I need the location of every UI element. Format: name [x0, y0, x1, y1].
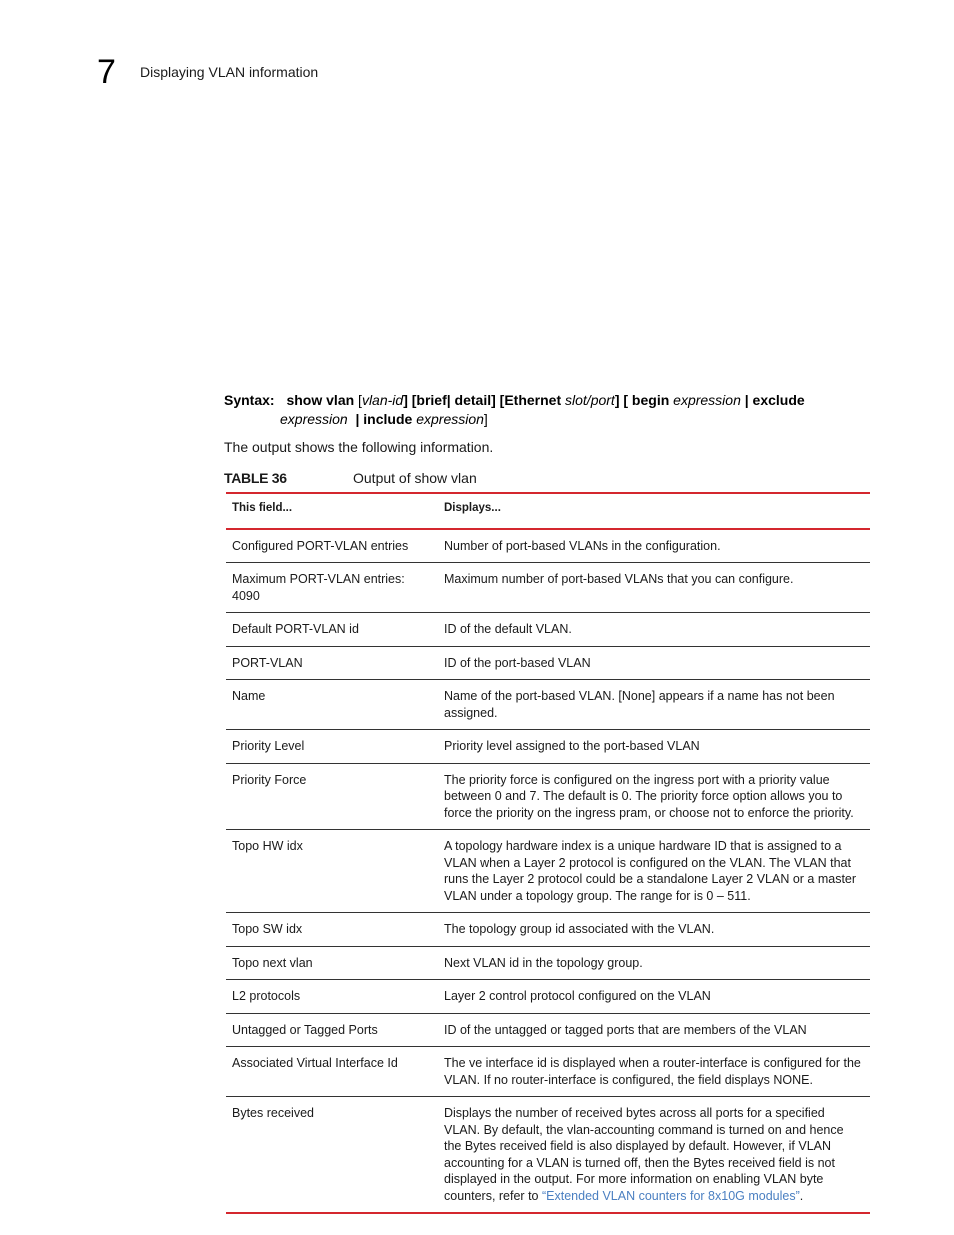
- field-cell: Priority Level: [226, 730, 438, 764]
- field-cell: PORT-VLAN: [226, 646, 438, 680]
- description-cell: [438, 913, 870, 947]
- description-cell: [438, 1047, 870, 1097]
- syntax-arg-expression: expression: [280, 411, 348, 427]
- field-cell: L2 protocols: [226, 980, 438, 1014]
- output-table-container: [226, 492, 870, 1214]
- syntax-arg-vlan-id: vlan-id: [361, 392, 404, 408]
- table-row: [226, 946, 870, 980]
- table-title: Output of show vlan: [353, 470, 477, 486]
- description-text: ID of the default VLAN.: [444, 622, 572, 636]
- table-row: [226, 763, 870, 830]
- description-cell: [438, 1097, 870, 1214]
- column-header-displays: Displays...: [444, 502, 501, 514]
- field-cell: Bytes received: [226, 1097, 438, 1214]
- description-text: ID of the port-based VLAN: [444, 655, 591, 670]
- syntax-exclude: | exclude: [744, 392, 805, 408]
- syntax-begin: ] [ begin: [614, 392, 670, 408]
- syntax-options: ] [brief| detail] [Ethernet: [403, 392, 562, 408]
- table-row: [226, 1097, 870, 1214]
- column-header-field: This field...: [232, 502, 293, 514]
- cross-reference-link[interactable]: “Extended VLAN counters for 8x10G modules”: [541, 1188, 800, 1203]
- description-cell: [438, 830, 870, 913]
- description-text: Maximum number of port-based VLANs that you can configure.: [444, 572, 794, 586]
- description-text: Number of port-based VLANs in the configuration.: [444, 538, 721, 553]
- table-row: [226, 1013, 870, 1047]
- description-cell: [438, 613, 870, 647]
- description-cell: [438, 1013, 870, 1047]
- field-cell: Topo next vlan: [226, 946, 438, 980]
- table-row: [226, 980, 870, 1014]
- table-row: [226, 913, 870, 947]
- description-cell: [438, 763, 870, 830]
- field-cell: Name: [226, 680, 438, 730]
- field-cell: Priority Force: [226, 763, 438, 830]
- description-cell: [438, 529, 870, 563]
- syntax-bracket: ]: [483, 411, 488, 427]
- syntax-arg-expression: expression: [416, 411, 484, 427]
- syntax-command: show vlan: [286, 392, 355, 408]
- table-caption: [224, 470, 870, 486]
- table-row: [226, 830, 870, 913]
- description-text: Name of the port-based VLAN. [None] appears if a name has not been assigned.: [444, 689, 835, 720]
- syntax-block: [224, 391, 874, 429]
- field-cell: Associated Virtual Interface Id: [226, 1047, 438, 1097]
- field-cell: Maximum PORT-VLAN entries: 4090: [226, 563, 438, 613]
- field-cell: Untagged or Tagged Ports: [226, 1013, 438, 1047]
- chapter-number: 7: [97, 53, 116, 91]
- syntax-bracket: [: [358, 392, 362, 408]
- syntax-label: Syntax:: [224, 392, 275, 408]
- description-text: Layer 2 control protocol configured on the VLAN: [444, 989, 711, 1003]
- description-cell: [438, 680, 870, 730]
- intro-text: The output shows the following information.: [224, 439, 494, 455]
- table-header-row: [226, 493, 870, 529]
- description-text: The topology group id associated with the VLAN.: [444, 922, 715, 936]
- field-cell: Configured PORT-VLAN entries: [226, 529, 438, 563]
- field-cell: Default PORT-VLAN id: [226, 613, 438, 647]
- table-row: [226, 730, 870, 764]
- syntax-line-1: [224, 391, 874, 410]
- syntax-arg-expression: expression: [673, 392, 741, 408]
- table-row: [226, 529, 870, 563]
- table-row: [226, 646, 870, 680]
- description-text: The priority force is configured on the ingress port with a priority value between 0 and 7. The default is 0. The priority force option allows you to force the priority on the ingress pram, or choose not to enforce the priority.: [444, 772, 854, 820]
- field-cell: Topo HW idx: [226, 830, 438, 913]
- table-row: [226, 1047, 870, 1097]
- chapter-title: Displaying VLAN information: [140, 64, 319, 80]
- table-row: [226, 613, 870, 647]
- description-text: Next VLAN id in the topology group.: [444, 955, 643, 970]
- description-cell: [438, 946, 870, 980]
- description-cell: [438, 563, 870, 613]
- table-row: [226, 563, 870, 613]
- table-number: TABLE 36: [224, 470, 287, 486]
- syntax-line-2: [224, 410, 874, 429]
- table-row: [226, 680, 870, 730]
- description-cell: [438, 730, 870, 764]
- description-cell: [438, 646, 870, 680]
- syntax-include: | include: [355, 411, 413, 427]
- syntax-arg-slot-port: slot/port: [565, 392, 615, 408]
- output-table: [226, 492, 870, 1214]
- description-cell: [438, 980, 870, 1014]
- description-text: Priority level assigned to the port-based VLAN: [444, 739, 700, 753]
- field-cell: Topo SW idx: [226, 913, 438, 947]
- description-text: Displays the number of received bytes across all ports for a specified VLAN. By default, the vlan-accounting command is turned on and hence the Bytes received field is also displayed by default. However, if VLAN accounting for a VLAN is turned off, then the Bytes received field is not displayed in the output. For more information on enabling VLAN byte counters, refer to: [444, 1106, 844, 1203]
- description-text: ID of the untagged or tagged ports that are members of the VLAN: [444, 1022, 807, 1037]
- description-suffix: .: [799, 1188, 804, 1203]
- description-text: A topology hardware index is a unique hardware ID that is assigned to a VLAN when a Layer 2 protocol is configured on the VLAN. The VLAN that runs the Layer 2 protocol could be a standalone Layer 2 VLAN or a master VLAN under a topology group. The range for is 0 – 511.: [444, 839, 857, 903]
- description-text: The ve interface id is displayed when a router-interface is configured for the VLAN. If no router-interface is configured, the field displays NONE.: [444, 1056, 861, 1087]
